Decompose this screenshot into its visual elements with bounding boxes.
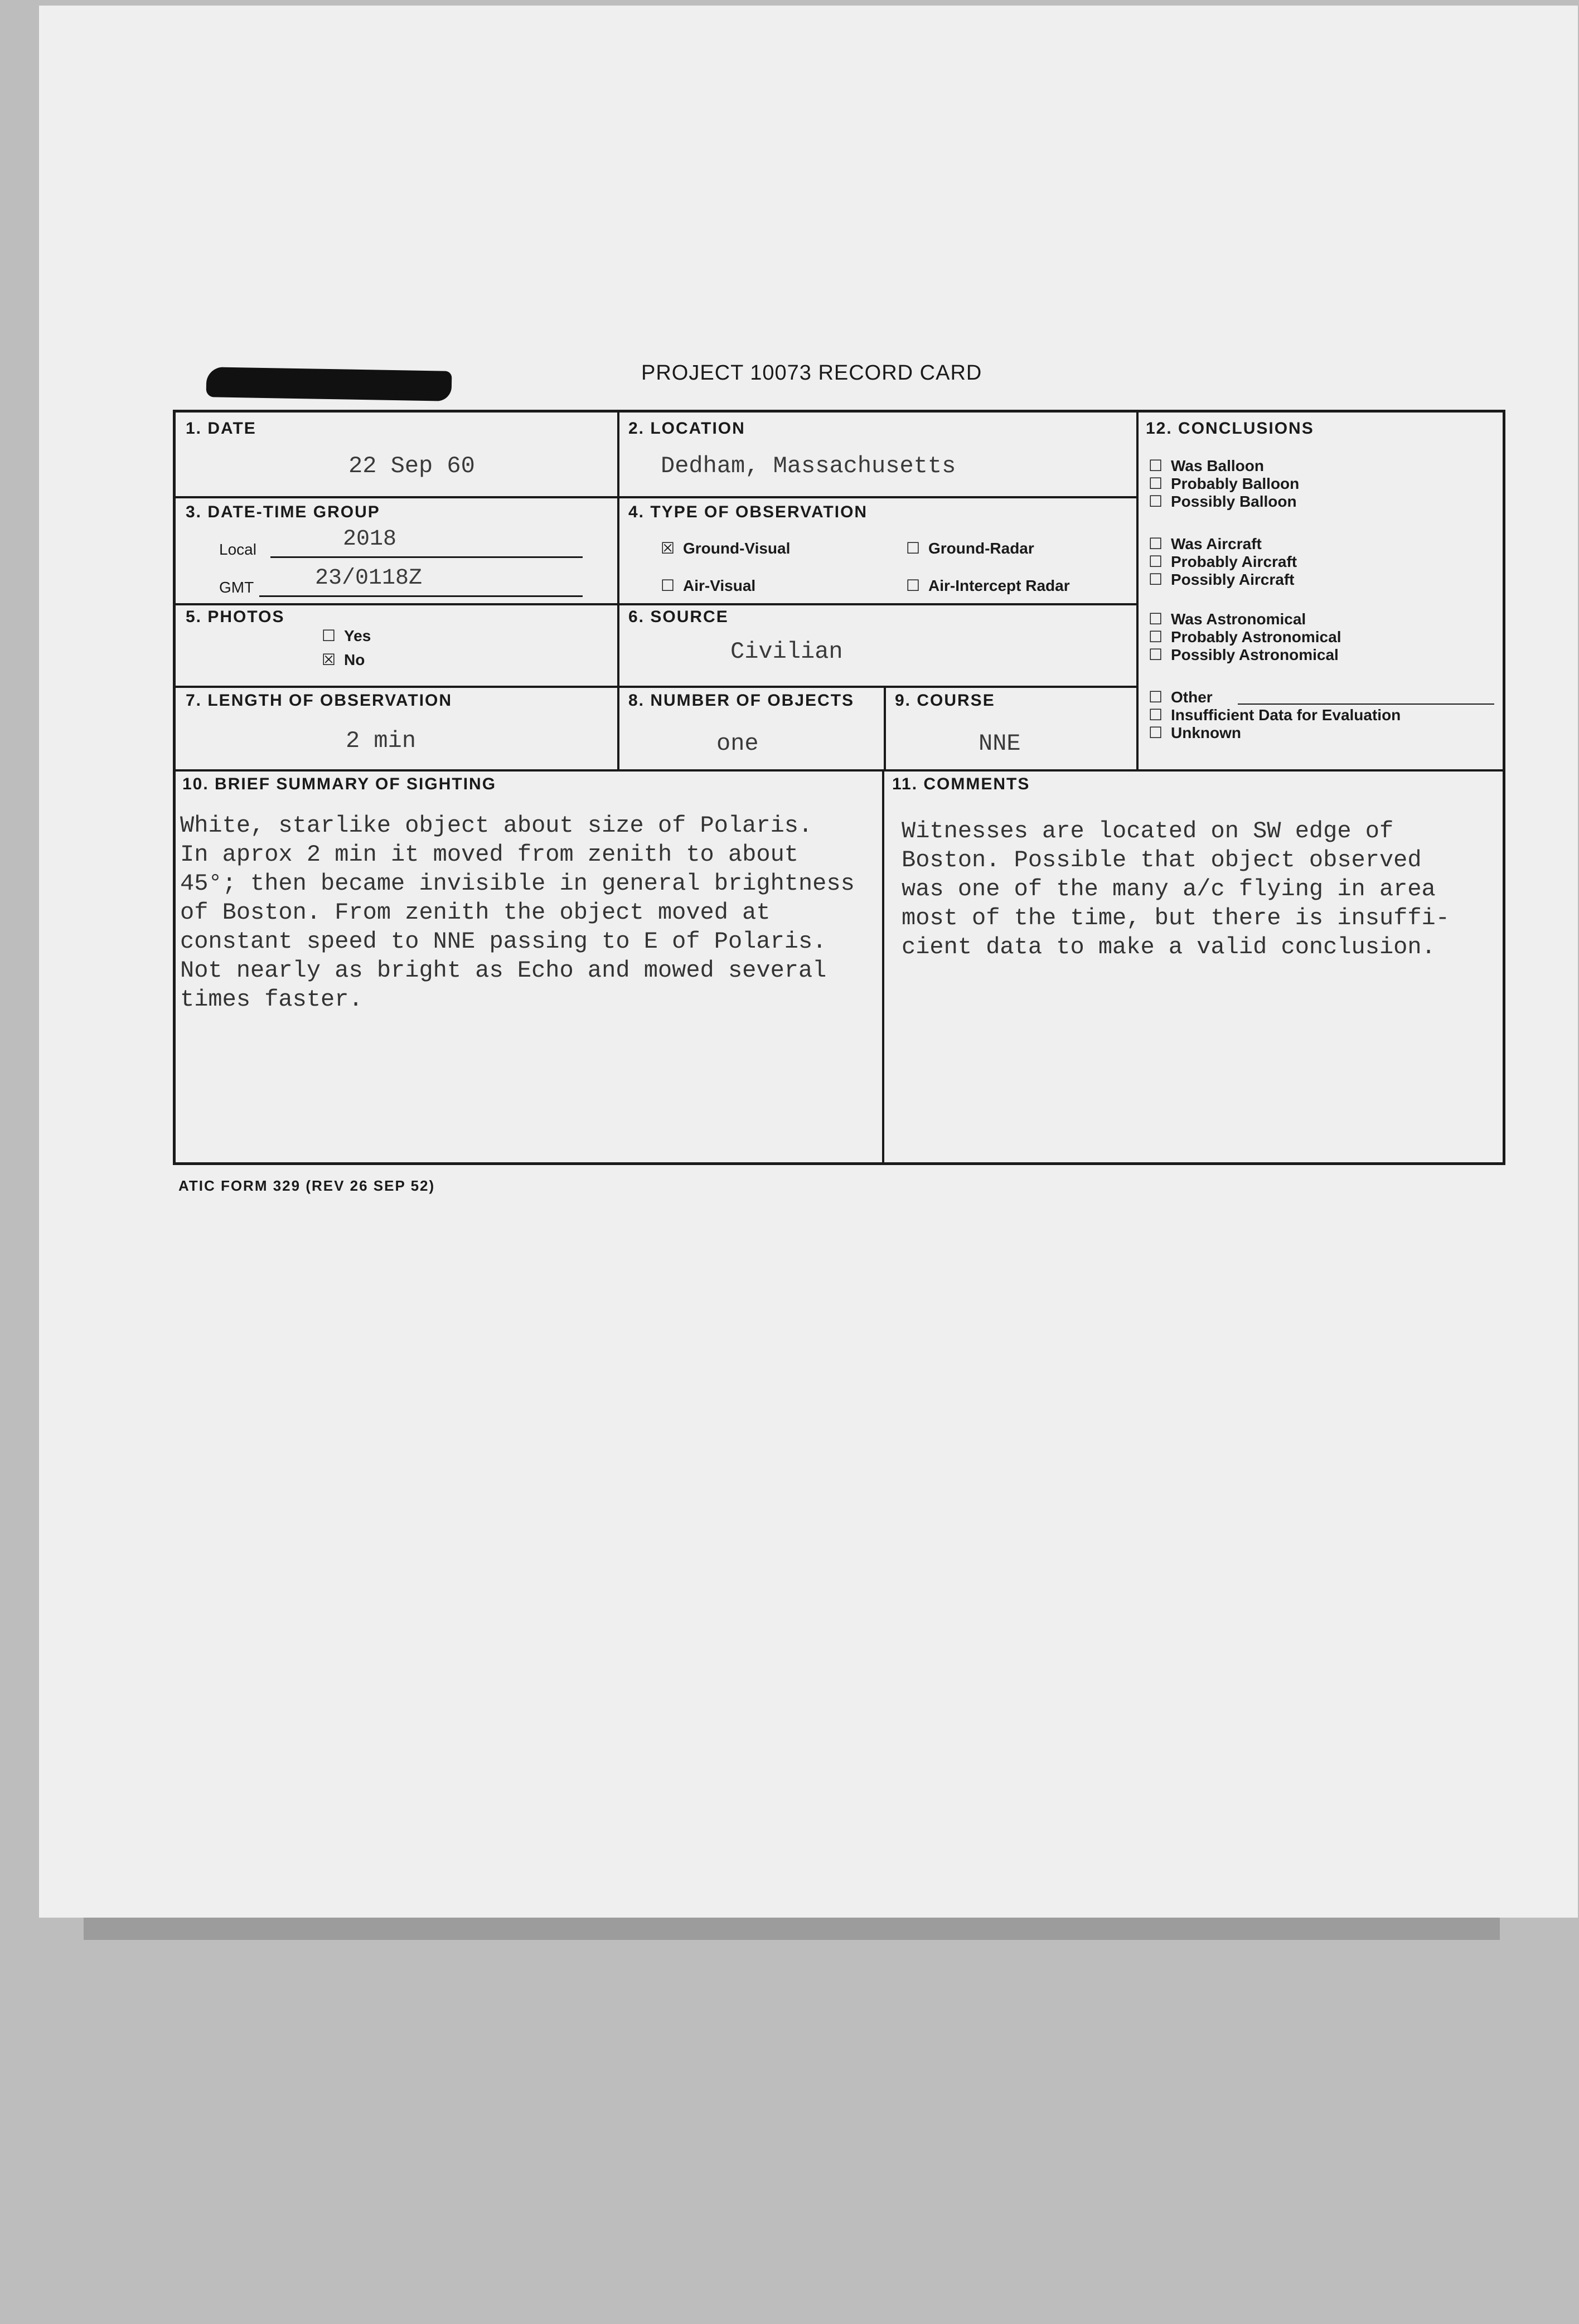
summary-line: Not nearly as bright as Echo and mowed several xyxy=(180,957,827,984)
conclusion-option: Probably Aircraft xyxy=(1171,553,1297,570)
divider xyxy=(176,769,1503,772)
summary-line: times faster. xyxy=(180,986,363,1013)
checkbox-icon[interactable]: ☐ xyxy=(906,576,921,595)
gmt-underline xyxy=(259,595,583,597)
length-of-observation-label: 7. LENGTH OF OBSERVATION xyxy=(186,691,453,710)
checkbox-icon[interactable]: ☐ xyxy=(1149,688,1163,706)
checkbox-icon[interactable]: ☐ xyxy=(322,627,336,645)
comments-label: 11. COMMENTS xyxy=(892,775,1030,793)
other-underline xyxy=(1238,703,1494,705)
photos-no-label: No xyxy=(344,651,365,668)
location-value: Dedham, Massachusetts xyxy=(661,453,956,479)
conclusion-option: Possibly Balloon xyxy=(1171,493,1297,510)
type-of-observation-label: 4. TYPE OF OBSERVATION xyxy=(628,503,868,521)
checkbox-icon[interactable]: ☐ xyxy=(661,576,675,595)
conclusion-option: Was Balloon xyxy=(1171,457,1264,474)
summary-line: In aprox 2 min it moved from zenith to about xyxy=(180,841,798,868)
length-of-observation-value: 2 min xyxy=(346,727,416,754)
comments-line: Witnesses are located on SW edge of xyxy=(902,818,1394,845)
ground-visual-option xyxy=(661,540,790,557)
ground-visual-label: Ground-Visual xyxy=(683,540,791,557)
checkbox-icon[interactable]: ☐ xyxy=(906,539,921,557)
checkbox-icon[interactable]: ☐ xyxy=(1149,535,1163,553)
record-card xyxy=(173,410,1505,1165)
local-underline xyxy=(270,556,583,558)
card-title: PROJECT 10073 RECORD CARD xyxy=(641,361,982,385)
conclusion-group-balloon xyxy=(1149,457,1299,511)
summary-line: constant speed to NNE passing to E of Polaris. xyxy=(180,928,827,955)
air-visual-label: Air-Visual xyxy=(683,577,756,594)
air-intercept-radar-option xyxy=(906,577,1070,595)
comments-line: most of the time, but there is insuffi- xyxy=(902,905,1450,931)
date-value: 22 Sep 60 xyxy=(348,453,475,479)
comments-text xyxy=(902,817,1450,962)
conclusion-option: Other xyxy=(1171,688,1213,706)
divider xyxy=(882,769,884,1165)
conclusion-option: Possibly Astronomical xyxy=(1171,646,1339,663)
photos-yes-label: Yes xyxy=(344,627,371,644)
conclusion-group-other xyxy=(1149,688,1401,742)
checkbox-icon[interactable]: ☐ xyxy=(1149,457,1163,475)
conclusion-option: Probably Balloon xyxy=(1171,475,1300,492)
conclusion-group-astronomical xyxy=(1149,610,1341,664)
course-label: 9. COURSE xyxy=(895,691,995,710)
location-label: 2. LOCATION xyxy=(628,419,745,438)
checkbox-checked-icon[interactable]: ☒ xyxy=(322,651,336,669)
photos-no-option xyxy=(322,651,365,669)
checkbox-icon[interactable]: ☐ xyxy=(1149,552,1163,571)
conclusion-option: Insufficient Data for Evaluation xyxy=(1171,706,1401,724)
paper-edge-shadow xyxy=(84,1918,1500,1940)
divider xyxy=(1136,413,1139,769)
photos-label: 5. PHOTOS xyxy=(186,608,285,626)
divider xyxy=(617,413,619,769)
divider xyxy=(176,603,1136,605)
redaction-mark xyxy=(206,367,452,401)
divider xyxy=(176,496,1136,498)
gmt-label: GMT xyxy=(219,579,254,596)
checkbox-icon[interactable]: ☐ xyxy=(1149,492,1163,511)
summary-line: 45°; then became invisible in general brightness xyxy=(180,870,855,897)
conclusion-option: Possibly Aircraft xyxy=(1171,571,1295,588)
summary-line: of Boston. From zenith the object moved at xyxy=(180,899,771,926)
ground-radar-option xyxy=(906,540,1034,557)
gmt-value: 23/0118Z xyxy=(315,566,423,591)
source-label: 6. SOURCE xyxy=(628,608,729,626)
form-footer: ATIC FORM 329 (REV 26 SEP 52) xyxy=(178,1177,435,1194)
air-visual-option xyxy=(661,577,755,595)
conclusions-label: 12. CONCLUSIONS xyxy=(1146,419,1314,438)
local-value: 2018 xyxy=(343,527,397,552)
summary-line: White, starlike object about size of Polaris. xyxy=(180,812,813,839)
number-of-objects-label: 8. NUMBER OF OBJECTS xyxy=(628,691,855,710)
date-label: 1. DATE xyxy=(186,419,256,438)
comments-line: was one of the many a/c flying in area xyxy=(902,876,1436,903)
conclusion-group-aircraft xyxy=(1149,535,1297,589)
comments-line: cient data to make a valid conclusion. xyxy=(902,934,1436,960)
brief-summary-text xyxy=(180,811,855,1014)
source-value: Civilian xyxy=(730,638,843,665)
local-label: Local xyxy=(219,541,256,558)
conclusion-option: Unknown xyxy=(1171,724,1241,741)
comments-line: Boston. Possible that object observed xyxy=(902,847,1422,874)
datetime-group-label: 3. DATE-TIME GROUP xyxy=(186,503,380,521)
conclusion-option: Probably Astronomical xyxy=(1171,628,1341,646)
divider xyxy=(176,686,1136,688)
checkbox-icon[interactable]: ☐ xyxy=(1149,570,1163,589)
conclusion-option: Was Astronomical xyxy=(1171,610,1306,628)
brief-summary-label: 10. BRIEF SUMMARY OF SIGHTING xyxy=(182,775,497,793)
ground-radar-label: Ground-Radar xyxy=(928,540,1034,557)
air-intercept-radar-label: Air-Intercept Radar xyxy=(928,577,1070,594)
checkbox-icon[interactable]: ☐ xyxy=(1149,646,1163,664)
conclusion-option: Was Aircraft xyxy=(1171,535,1262,552)
number-of-objects-value: one xyxy=(716,730,759,757)
checkbox-icon[interactable]: ☐ xyxy=(1149,474,1163,493)
divider xyxy=(884,686,886,769)
photos-yes-option xyxy=(322,627,371,645)
checkbox-checked-icon[interactable]: ☒ xyxy=(661,539,675,557)
course-value: NNE xyxy=(979,730,1021,757)
checkbox-icon[interactable]: ☐ xyxy=(1149,610,1163,628)
checkbox-icon[interactable]: ☐ xyxy=(1149,724,1163,742)
checkbox-icon[interactable]: ☐ xyxy=(1149,628,1163,646)
checkbox-icon[interactable]: ☐ xyxy=(1149,706,1163,724)
